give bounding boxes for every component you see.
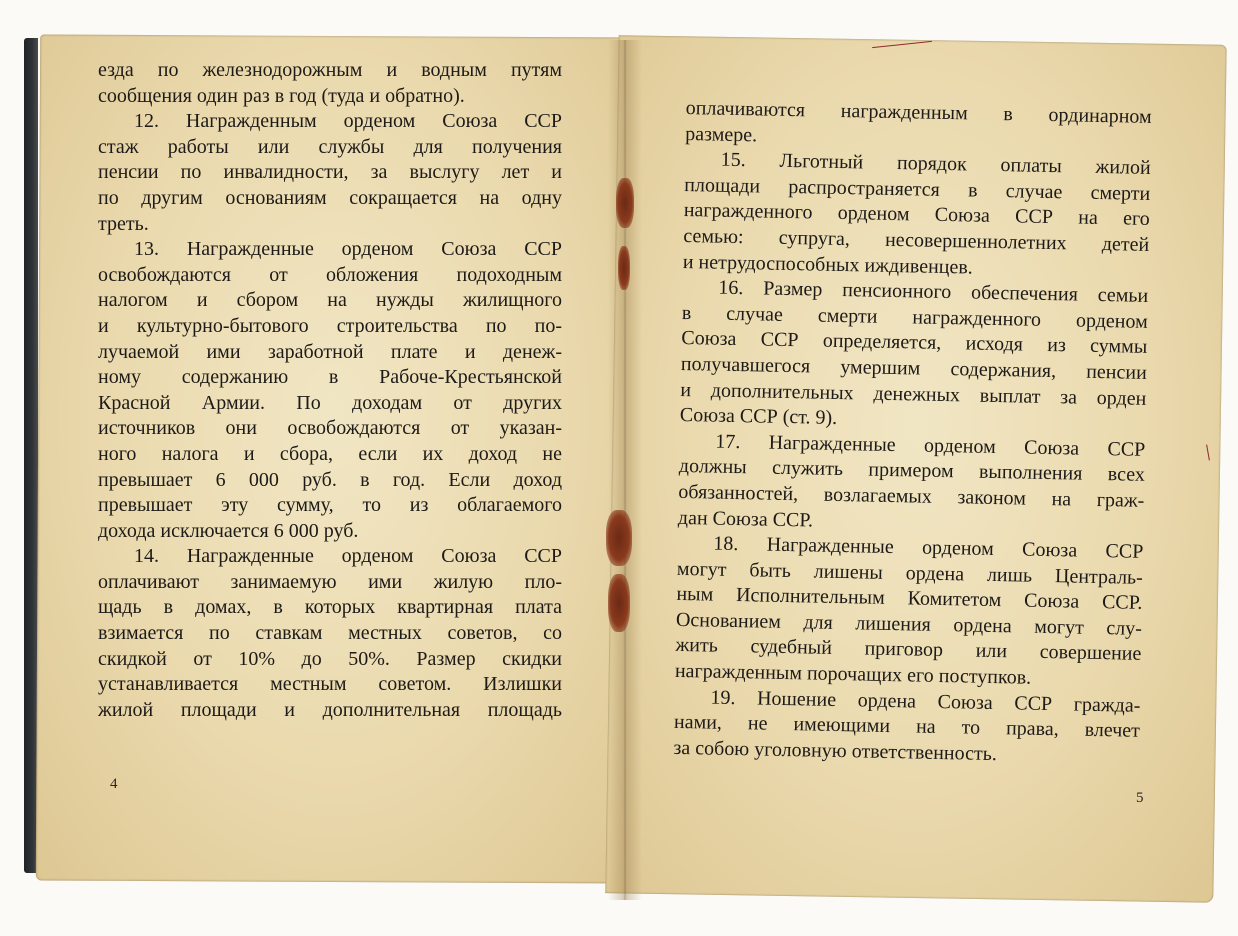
text-line: и нетрудоспособных иждивенцев. [682, 250, 974, 279]
text-line: щадь в домах, в которых квартирная плата [98, 596, 562, 619]
text-line: ным Исполнительным Комитетом Союза ССР. [676, 583, 1143, 615]
text-line: лучаемой ими заработной плате и денеж- [98, 340, 562, 363]
right-page-text [673, 96, 1152, 770]
text-line: превышает 6 000 руб. в год. Если доход [98, 468, 562, 491]
staple-rust-upper-mid [618, 246, 630, 290]
text-line: взимается по ставкам местных советов, со [98, 622, 562, 645]
text-line: за собою уголовную ответственность. [673, 736, 998, 765]
text-line: 18. Награжденные орденом Союза ССР [713, 532, 1144, 563]
text-line: жить судебный приговор или совершение [675, 634, 1142, 666]
text-line: скидкой от 10% до 50%. Размер скидки [98, 647, 562, 670]
text-line: должны служить примером выполнения всех [678, 455, 1146, 487]
text-line: Основанием для лишения ордена могут слу- [675, 608, 1143, 640]
text-line: могут быть лишены ордена лишь Централь- [676, 557, 1144, 589]
text-line: ного налога и сбора, если их доход не [98, 442, 562, 465]
text-line: жилой площади и дополнительная площадь [98, 698, 562, 721]
text-line: семью: супруга, несовершеннолетних детей [683, 224, 1150, 256]
staple-rust-lower [606, 510, 632, 566]
text-line: освобождаются от обложения подоходным [98, 263, 562, 286]
text-line: 12. Награжденным орденом Союза ССР [134, 110, 562, 133]
text-line: налогом и сбором на нужды жилищного [98, 289, 562, 312]
text-line: Красной Армии. По доходам от других [98, 391, 562, 414]
text-line: 14. Награжденные орденом Союза ССР [134, 545, 562, 568]
text-line: дохода исключается 6 000 руб. [98, 519, 359, 542]
text-line: размере. [685, 122, 758, 146]
text-line: 17. Награжденные орденом Союза ССР [715, 430, 1146, 461]
staple-rust-top [616, 178, 634, 228]
text-line: дан Союза ССР. [677, 506, 814, 532]
text-line: пенсии по инвалидности, за выслугу лет и [98, 161, 562, 184]
text-line: сообщения один раз в год (туда и обратно). [98, 84, 465, 107]
page-gutter [608, 40, 642, 900]
staple-rust-bottom [608, 574, 630, 632]
text-line: и культурно-бытового строительства по по- [98, 314, 562, 337]
text-line: 15. Льготный порядок оплаты жилой [720, 148, 1151, 180]
text-line: стаж работы или службы для получения [98, 135, 562, 158]
text-line: в случае смерти награжденного орденом [681, 301, 1148, 333]
text-line: 13. Награжденные орденом Союза ССР [134, 238, 562, 261]
page-number-right: 5 [1136, 790, 1144, 806]
text-line: 16. Размер пенсионного обеспечения семьи [718, 276, 1149, 308]
left-page-text [98, 58, 562, 723]
text-line: источников они освобождаются от указан- [98, 417, 562, 440]
text-line: превышает эту сумму, то из облагаемого [98, 494, 562, 517]
text-line: нами, не имеющими на то права, влечет [673, 711, 1141, 743]
text-line: обязанностей, возлагаемых законом на граж- [678, 480, 1145, 512]
text-line: награжденного орденом Союза ССР на его [683, 199, 1150, 231]
text-line: треть. [98, 212, 149, 235]
text-line: ному содержанию в Рабоче-Крестьянской [98, 366, 562, 389]
text-line: 19. Ношение ордена Союза ССР гражда- [710, 686, 1141, 717]
text-line: оплачиваются награжденным в ординарном [685, 96, 1152, 128]
page-number-left: 4 [110, 776, 118, 792]
text-line: и дополнительных денежных выплат за орден [680, 378, 1147, 410]
text-line: езда по железнодорожным и водным путям [98, 59, 562, 81]
text-line: Союза ССР определяется, исходя из суммы [681, 327, 1148, 359]
text-line: Союза ССР (ст. 9). [679, 404, 838, 430]
text-line: по другим основаниям сокращается на одну [98, 186, 562, 209]
text-line: награжденным порочащих его поступков. [674, 659, 1032, 689]
text-line: площади распространяется в случае смерти [684, 173, 1151, 205]
text-line: оплачивают занимаемую ими жилую пло- [98, 570, 562, 593]
text-line: устанавливается местным советом. Излишки [98, 673, 562, 696]
text-line: получавшегося умершим содержания, пенсии [680, 352, 1147, 384]
